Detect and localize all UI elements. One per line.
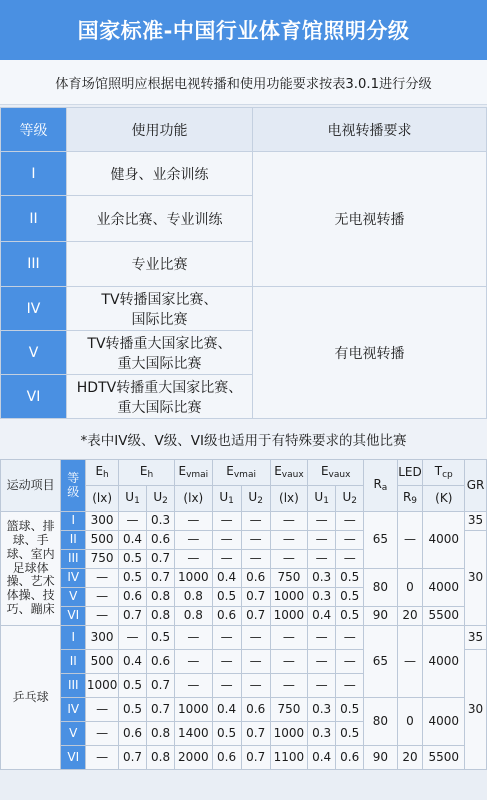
lighting-spec-table <box>0 459 487 770</box>
tcp-cell: 5500 <box>423 607 465 626</box>
value-cell: 0.4 <box>308 607 336 626</box>
value-cell: 0.6 <box>147 650 175 674</box>
value-cell: 0.7 <box>241 746 270 770</box>
value-cell: — <box>175 674 212 698</box>
value-cell: 1000 <box>270 588 307 607</box>
value-cell: 1000 <box>175 569 212 588</box>
value-cell: 0.5 <box>336 698 364 722</box>
header-u2: $U_2$ <box>241 486 270 512</box>
level-cell: IV <box>61 698 86 722</box>
function-cell: 健身、业余训练 <box>67 152 253 196</box>
value-cell: 0.7 <box>241 607 270 626</box>
value-cell: 1100 <box>270 746 307 770</box>
ra-cell: 90 <box>364 607 397 626</box>
gr-cell: 35 <box>465 626 487 650</box>
value-cell: 0.5 <box>119 674 147 698</box>
tcp-cell: 4000 <box>423 569 465 607</box>
unit-lx: (lx) <box>175 486 212 512</box>
table-row <box>1 746 487 770</box>
level-cell: III <box>61 674 86 698</box>
value-cell: 750 <box>270 698 307 722</box>
col-header-function: 使用功能 <box>67 108 253 152</box>
function-cell: TV转播国家比赛、 国际比赛 <box>67 287 253 331</box>
value-cell: 0.7 <box>147 550 175 569</box>
level-cell: VI <box>61 607 86 626</box>
page-title: 国家标准-中国行业体育馆照明分级 <box>0 0 487 60</box>
value-cell: 0.7 <box>147 698 175 722</box>
value-cell: — <box>336 674 364 698</box>
function-cell: 专业比赛 <box>67 242 253 287</box>
function-cell: TV转播重大国家比赛、 重大国际比赛 <box>67 331 253 375</box>
value-cell: — <box>119 626 147 650</box>
value-cell: 2000 <box>175 746 212 770</box>
value-cell: 0.8 <box>147 588 175 607</box>
value-cell: — <box>336 531 364 550</box>
value-cell: 0.5 <box>336 722 364 746</box>
value-cell: 0.5 <box>119 569 147 588</box>
value-cell: — <box>212 531 241 550</box>
tcp-cell: 4000 <box>423 698 465 746</box>
header-sport: 运动项目 <box>1 460 61 512</box>
header-u2: $U_2$ <box>336 486 364 512</box>
value-cell: 750 <box>270 569 307 588</box>
value-cell: 500 <box>86 650 119 674</box>
value-cell: 0.8 <box>147 746 175 770</box>
value-cell: — <box>86 746 119 770</box>
value-cell: 0.5 <box>212 722 241 746</box>
value-cell: 750 <box>86 550 119 569</box>
value-cell: 0.7 <box>147 569 175 588</box>
level-cell: II <box>1 196 67 242</box>
value-cell: 0.6 <box>147 531 175 550</box>
header-u1: $U_1$ <box>212 486 241 512</box>
level-cell: III <box>61 550 86 569</box>
value-cell: — <box>308 531 336 550</box>
value-cell: — <box>336 650 364 674</box>
value-cell: — <box>212 650 241 674</box>
header-level: 等级 <box>61 460 86 512</box>
value-cell: — <box>86 607 119 626</box>
level-cell: II <box>61 531 86 550</box>
value-cell: — <box>270 626 307 650</box>
value-cell: 0.4 <box>119 531 147 550</box>
level-cell: III <box>1 242 67 287</box>
value-cell: — <box>241 531 270 550</box>
header-evaux: $E_{vaux}$ <box>270 460 307 486</box>
level-cell: VI <box>61 746 86 770</box>
value-cell: — <box>175 550 212 569</box>
level-cell: IV <box>61 569 86 588</box>
value-cell: — <box>86 569 119 588</box>
value-cell: 0.8 <box>175 588 212 607</box>
value-cell: — <box>270 531 307 550</box>
value-cell: — <box>336 626 364 650</box>
tcp-cell: 5500 <box>423 746 465 770</box>
value-cell: — <box>241 674 270 698</box>
value-cell: 0.8 <box>175 607 212 626</box>
tcp-cell: 4000 <box>423 512 465 569</box>
ra-cell: 80 <box>364 569 397 607</box>
level-cell: I <box>61 512 86 531</box>
col-header-level: 等级 <box>1 108 67 152</box>
unit-lx: (lx) <box>270 486 307 512</box>
value-cell: — <box>270 550 307 569</box>
value-cell: — <box>212 512 241 531</box>
level-cell: V <box>61 588 86 607</box>
value-cell: 0.5 <box>147 626 175 650</box>
value-cell: 0.3 <box>147 512 175 531</box>
value-cell: — <box>270 674 307 698</box>
value-cell: — <box>308 626 336 650</box>
value-cell: 0.6 <box>212 607 241 626</box>
value-cell: 0.5 <box>336 588 364 607</box>
value-cell: 0.3 <box>308 722 336 746</box>
value-cell: — <box>270 650 307 674</box>
value-cell: 300 <box>86 512 119 531</box>
gr-cell: 30 <box>465 650 487 770</box>
value-cell: 1400 <box>175 722 212 746</box>
table-row <box>1 607 487 626</box>
sport-cell: 乒乓球 <box>1 626 61 770</box>
ra-cell: 90 <box>364 746 397 770</box>
function-cell: 业余比赛、专业训练 <box>67 196 253 242</box>
value-cell: 0.5 <box>119 550 147 569</box>
value-cell: — <box>336 550 364 569</box>
value-cell: 0.3 <box>308 569 336 588</box>
value-cell: 0.4 <box>119 650 147 674</box>
value-cell: — <box>241 650 270 674</box>
value-cell: — <box>308 512 336 531</box>
page-subtitle: 体育场馆照明应根据电视转播和使用功能要求按表3.0.1进行分级 <box>0 60 487 105</box>
level-cell: I <box>1 152 67 196</box>
value-cell: 0.7 <box>241 588 270 607</box>
header-evaux-uniformity: $E_{vaux}$ <box>308 460 364 486</box>
value-cell: 0.5 <box>212 588 241 607</box>
grading-table <box>0 107 487 419</box>
value-cell: — <box>212 626 241 650</box>
value-cell: — <box>119 512 147 531</box>
value-cell: — <box>175 531 212 550</box>
value-cell: 0.6 <box>241 569 270 588</box>
value-cell: 0.4 <box>212 698 241 722</box>
header-led: LED <box>397 460 423 486</box>
value-cell: 0.3 <box>308 698 336 722</box>
value-cell: — <box>241 550 270 569</box>
value-cell: 1000 <box>270 607 307 626</box>
value-cell: 300 <box>86 626 119 650</box>
table-row <box>1 698 487 722</box>
ra-cell: 80 <box>364 698 397 746</box>
sport-cell: 篮球、排球、手球、室内足球体操、艺术体操、技巧、蹦床 <box>1 512 61 626</box>
unit-k: (K) <box>423 486 465 512</box>
footnote: *表中IV级、V级、VI级也适用于有特殊要求的其他比赛 <box>0 419 487 459</box>
value-cell: 0.5 <box>119 698 147 722</box>
value-cell: 0.7 <box>119 607 147 626</box>
value-cell: 0.8 <box>147 722 175 746</box>
table-row <box>1 512 487 531</box>
header-gr: GR <box>465 460 487 512</box>
header-eh: $E_h$ <box>86 460 119 486</box>
header-eh-uniformity: $E_h$ <box>119 460 175 486</box>
value-cell: 1000 <box>86 674 119 698</box>
gr-cell: 35 <box>465 512 487 531</box>
value-cell: — <box>241 512 270 531</box>
value-cell: — <box>175 650 212 674</box>
header-tcp: $T_{cp}$ <box>423 460 465 486</box>
bottom-spacer <box>0 770 487 800</box>
value-cell: 0.3 <box>308 588 336 607</box>
col-header-tv: 电视转播要求 <box>253 108 487 152</box>
value-cell: 0.6 <box>119 588 147 607</box>
level-cell: II <box>61 650 86 674</box>
level-cell: IV <box>1 287 67 331</box>
value-cell: — <box>270 512 307 531</box>
level-cell: I <box>61 626 86 650</box>
ra-cell: 65 <box>364 626 397 698</box>
value-cell: 0.7 <box>241 722 270 746</box>
table-row <box>1 569 487 588</box>
value-cell: 0.5 <box>336 607 364 626</box>
value-cell: — <box>86 588 119 607</box>
value-cell: 0.6 <box>241 698 270 722</box>
value-cell: — <box>86 698 119 722</box>
tcp-cell: 4000 <box>423 626 465 698</box>
value-cell: 0.7 <box>147 674 175 698</box>
value-cell: — <box>241 626 270 650</box>
table-row <box>1 626 487 650</box>
value-cell: — <box>86 722 119 746</box>
value-cell: 1000 <box>270 722 307 746</box>
value-cell: — <box>336 512 364 531</box>
led-cell: — <box>397 512 423 569</box>
tv-requirement-cell: 有电视转播 <box>253 287 487 419</box>
value-cell: 0.6 <box>212 746 241 770</box>
value-cell: 1000 <box>175 698 212 722</box>
value-cell: 0.5 <box>336 569 364 588</box>
tv-requirement-cell: 无电视转播 <box>253 152 487 287</box>
ra-cell: 65 <box>364 512 397 569</box>
value-cell: — <box>212 550 241 569</box>
value-cell: — <box>308 650 336 674</box>
header-evmai: $E_{vmai}$ <box>175 460 212 486</box>
unit-lx: (lx) <box>86 486 119 512</box>
header-u1: $U_1$ <box>308 486 336 512</box>
value-cell: 0.8 <box>147 607 175 626</box>
led-cell: 0 <box>397 698 423 746</box>
value-cell: — <box>175 512 212 531</box>
value-cell: 0.7 <box>119 746 147 770</box>
led-cell: 20 <box>397 746 423 770</box>
value-cell: — <box>212 674 241 698</box>
led-cell: 20 <box>397 607 423 626</box>
value-cell: — <box>175 626 212 650</box>
value-cell: — <box>308 550 336 569</box>
value-cell: 0.6 <box>119 722 147 746</box>
value-cell: 500 <box>86 531 119 550</box>
level-cell: V <box>1 331 67 375</box>
value-cell: — <box>308 674 336 698</box>
level-cell: V <box>61 722 86 746</box>
header-u2: $U_2$ <box>147 486 175 512</box>
header-u1: $U_1$ <box>119 486 147 512</box>
function-cell: HDTV转播重大国家比赛、 重大国际比赛 <box>67 375 253 419</box>
gr-cell: 30 <box>465 531 487 626</box>
value-cell: 0.4 <box>308 746 336 770</box>
value-cell: 0.4 <box>212 569 241 588</box>
led-cell: 0 <box>397 569 423 607</box>
led-cell: — <box>397 626 423 698</box>
header-ra: $R_a$ <box>364 460 397 512</box>
header-evmai-uniformity: $E_{vmai}$ <box>212 460 270 486</box>
value-cell: 0.6 <box>336 746 364 770</box>
header-r9: $R_9$ <box>397 486 423 512</box>
level-cell: VI <box>1 375 67 419</box>
